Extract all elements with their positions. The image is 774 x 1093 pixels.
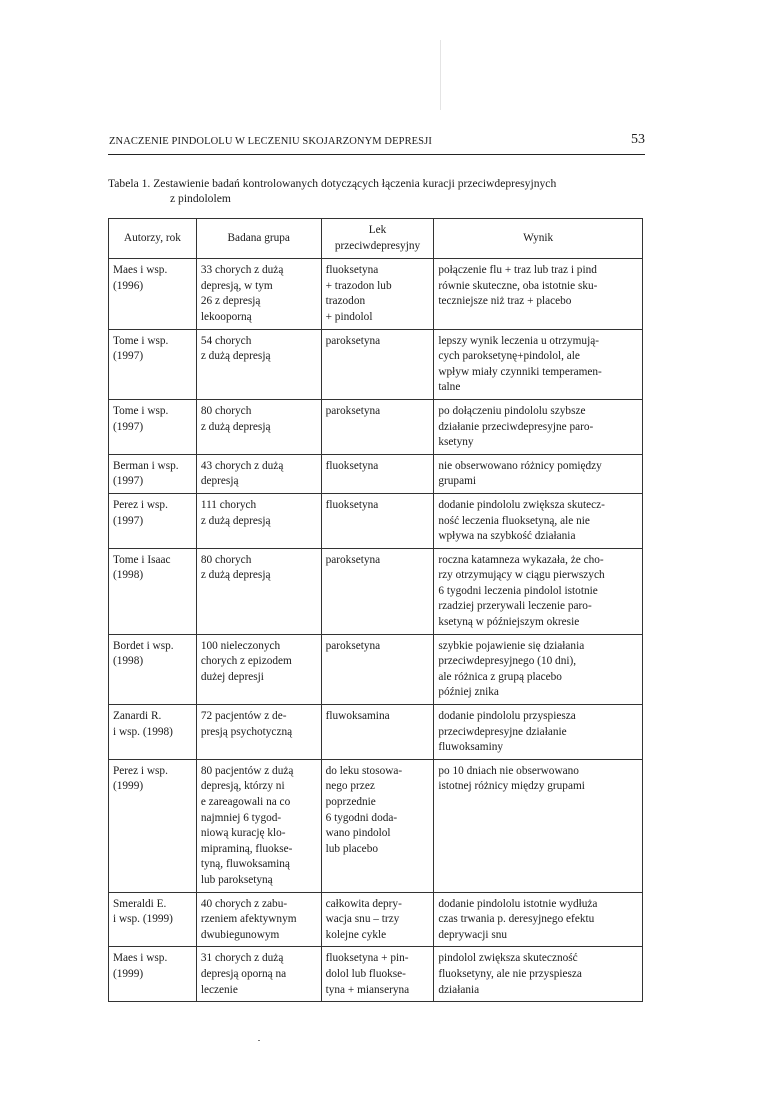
header-drug-line-2: przeciwdepresyjny — [334, 239, 421, 252]
cell-line: lub paroksetyną — [200, 873, 273, 886]
table-caption — [108, 176, 648, 206]
cell-group — [196, 705, 321, 760]
cell-result — [434, 399, 643, 454]
cell-line: deprywacji snu — [438, 928, 508, 941]
cell-drug — [321, 947, 434, 1002]
cell-line: niową kurację klo- — [200, 827, 286, 840]
cell-line: Tome i wsp. — [113, 334, 169, 347]
cell-line: rzeniem afektywnym — [200, 913, 297, 926]
cell-line: z dużą depresją — [200, 420, 271, 433]
cell-line: depresją oporną na — [200, 967, 287, 980]
cell-line: po dołączeniu pindololu szybsze — [438, 404, 586, 417]
cell-line: (1997) — [113, 475, 144, 488]
cell-line: do leku stosowa- — [325, 764, 403, 777]
cell-line: cych paroksetynę+pindolol, ale — [438, 350, 580, 363]
cell-line: depresją, w tym — [200, 279, 273, 292]
cell-line: + pindolol — [325, 310, 373, 323]
running-title: ZNACZENIE PINDOLOLU W LECZENIU SKOJARZONYM DEPRESJI — [109, 136, 432, 147]
cell-authors — [109, 329, 197, 399]
cell-result — [434, 548, 643, 634]
cell-line: ność leczenia fluoksetyną, ale nie — [438, 514, 590, 527]
cell-line: Zanardi R. — [113, 710, 162, 723]
cell-line: trazodon — [325, 295, 366, 308]
cell-line: 100 nieleczonych — [200, 639, 281, 652]
studies-table — [108, 218, 643, 1002]
cell-line: paroksetyna — [325, 334, 381, 347]
running-head — [108, 132, 645, 155]
cell-line: wpływ miały czynniki temperamen- — [438, 365, 602, 378]
cell-line: fluwoksamina — [325, 710, 390, 723]
table-row — [109, 454, 643, 493]
cell-result — [434, 892, 643, 947]
cell-line: fluoksetyna — [325, 459, 379, 472]
cell-drug — [321, 493, 434, 548]
cell-line: dodanie pindololu zwiększa skutecz- — [438, 498, 605, 511]
cell-group — [196, 259, 321, 329]
cell-line: 40 chorych z zabu- — [200, 897, 288, 910]
cell-authors — [109, 705, 197, 760]
table-body — [109, 259, 643, 1002]
cell-line: wano pindolol — [325, 827, 391, 840]
cell-line: chorych z epizodem — [200, 655, 292, 668]
cell-line: poprzednie — [325, 796, 376, 808]
cell-drug — [321, 454, 434, 493]
cell-line: depresją, którzy ni — [200, 780, 285, 793]
cell-result — [434, 947, 643, 1002]
cell-line: 72 pacjentów z de- — [200, 710, 287, 723]
cell-line: (1997) — [113, 350, 144, 363]
cell-result — [434, 634, 643, 704]
cell-line: (1997) — [113, 420, 144, 433]
table-row — [109, 705, 643, 760]
cell-line: rzy otrzymujący w ciągu pierwszych — [438, 569, 605, 582]
cell-drug — [321, 399, 434, 454]
cell-line: szybkie pojawienie się działania — [438, 639, 585, 652]
cell-line: 80 chorych — [200, 404, 252, 417]
cell-line: fluoksetyna — [325, 264, 379, 277]
caption-line-1: Tabela 1. Zestawienie badań kontrolowanych dotyczących łączenia kuracji przeciwdepresyjnych — [108, 177, 557, 190]
cell-line: roczna katamneza wykazała, że cho- — [438, 553, 604, 566]
cell-line: 26 z depresją — [200, 295, 261, 308]
cell-line: (1999) — [113, 967, 144, 980]
cell-line: dwubiegunowym — [200, 928, 280, 941]
cell-line: dużej depresji — [200, 670, 264, 683]
cell-line: i wsp. (1998) — [113, 725, 173, 738]
cell-line: działania — [438, 983, 480, 996]
cell-group — [196, 892, 321, 947]
cell-line: z dużą depresją — [200, 569, 271, 582]
cell-line: 80 pacjentów z dużą — [200, 764, 294, 777]
cell-drug — [321, 892, 434, 947]
cell-line: paroksetyna — [325, 639, 381, 652]
cell-authors — [109, 759, 197, 892]
table-row — [109, 548, 643, 634]
cell-line: (1998) — [113, 655, 144, 668]
cell-authors — [109, 634, 197, 704]
cell-line: z dużą depresją — [200, 514, 271, 527]
cell-line: (1999) — [113, 780, 144, 793]
cell-drug — [321, 329, 434, 399]
cell-line: 6 tygodni doda- — [325, 811, 398, 824]
cell-line: lub placebo — [325, 842, 378, 855]
cell-line: przeciwdepresyjne działanie — [438, 725, 567, 738]
cell-line: tyną, fluwoksaminą — [200, 858, 290, 871]
cell-line: presją psychotyczną — [200, 725, 293, 738]
page-number: 53 — [631, 132, 645, 147]
cell-authors — [109, 259, 197, 329]
cell-line: 43 chorych z dużą — [200, 459, 284, 472]
cell-line: po 10 dniach nie obserwowano — [438, 764, 579, 777]
cell-drug — [321, 634, 434, 704]
cell-group — [196, 548, 321, 634]
cell-line: działanie przeciwdepresyjne paro- — [438, 420, 594, 433]
cell-line: nie obserwowano różnicy pomiędzy — [438, 459, 602, 472]
cell-group — [196, 454, 321, 493]
cell-line: Smeraldi E. — [113, 897, 167, 910]
cell-line: Perez i wsp. — [113, 498, 168, 511]
header-drug-line-1: Lek — [368, 224, 387, 236]
cell-line: czas trwania p. deresyjnego efektu — [438, 913, 595, 926]
cell-line: leczenie — [200, 983, 238, 996]
cell-line: e zareagowali na co — [200, 796, 291, 808]
cell-authors — [109, 454, 197, 493]
caption-line-2: z pindololem — [170, 192, 231, 205]
cell-line: tyna + mianseryna — [325, 983, 410, 996]
stray-mark — [258, 1040, 260, 1041]
cell-line: 33 chorych z dużą — [200, 264, 284, 277]
table-row — [109, 259, 643, 329]
cell-line: istotnej różnicy między grupami — [438, 780, 585, 793]
cell-line: + trazodon lub — [325, 279, 392, 292]
header-group: Badana grupa — [196, 219, 321, 259]
cell-line: ksetyny — [438, 436, 474, 449]
cell-result — [434, 705, 643, 760]
cell-line: fluoksetyny, ale nie przyspiesza — [438, 967, 582, 980]
cell-line: 54 chorych — [200, 334, 252, 347]
cell-authors — [109, 892, 197, 947]
cell-line: później znika — [438, 686, 499, 699]
cell-line: całkowita depry- — [325, 897, 402, 910]
cell-line: najmniej 6 tygod- — [200, 811, 282, 824]
cell-line: mipraminą, fluokse- — [200, 842, 293, 855]
cell-result — [434, 493, 643, 548]
header-drug — [321, 219, 434, 259]
cell-drug — [321, 705, 434, 760]
cell-line: nego przez — [325, 780, 375, 793]
cell-line: dolol lub fluokse- — [325, 967, 406, 980]
cell-line: Perez i wsp. — [113, 764, 168, 777]
table-row — [109, 634, 643, 704]
cell-line: wpływa na szybkość działania — [438, 530, 576, 543]
cell-line: (1997) — [113, 514, 144, 527]
cell-line: Tome i wsp. — [113, 404, 169, 417]
cell-line: lekooporną — [200, 310, 252, 323]
cell-line: dodanie pindololu istotnie wydłuża — [438, 897, 598, 910]
cell-group — [196, 634, 321, 704]
table-row — [109, 892, 643, 947]
table-row — [109, 329, 643, 399]
cell-authors — [109, 399, 197, 454]
cell-authors — [109, 548, 197, 634]
cell-line: kolejne cykle — [325, 928, 387, 941]
table-row — [109, 399, 643, 454]
cell-line: dodanie pindololu przyspiesza — [438, 710, 576, 723]
cell-line: 6 tygodni leczenia pindolol istotnie — [438, 584, 598, 597]
cell-group — [196, 399, 321, 454]
header-result: Wynik — [434, 219, 643, 259]
cell-line: Maes i wsp. — [113, 264, 168, 277]
cell-line: pindolol zwiększa skuteczność — [438, 952, 578, 965]
header-authors: Autorzy, rok — [109, 219, 197, 259]
cell-result — [434, 329, 643, 399]
cell-group — [196, 759, 321, 892]
cell-line: talne — [438, 381, 461, 394]
cell-result — [434, 259, 643, 329]
cell-line: paroksetyna — [325, 553, 381, 566]
cell-group — [196, 947, 321, 1002]
cell-line: ksetyną w późniejszym okresie — [438, 616, 580, 629]
cell-authors — [109, 947, 197, 1002]
table-row — [109, 947, 643, 1002]
cell-line: (1996) — [113, 279, 144, 292]
cell-drug — [321, 759, 434, 892]
cell-line: lepszy wynik leczenia u otrzymują- — [438, 334, 599, 347]
cell-line: ale różnica z grupą placebo — [438, 670, 562, 683]
scan-artifact-line — [440, 40, 441, 110]
cell-line: paroksetyna — [325, 404, 381, 417]
cell-line: rzadziej przerywali leczenie paro- — [438, 600, 592, 613]
cell-line: równie skuteczne, oba istotnie sku- — [438, 279, 598, 292]
cell-line: i wsp. (1999) — [113, 913, 173, 926]
table-row — [109, 493, 643, 548]
cell-line: 31 chorych z dużą — [200, 952, 284, 965]
cell-line: (1998) — [113, 569, 144, 582]
cell-line: przeciwdepresyjnego (10 dni), — [438, 655, 577, 668]
cell-result — [434, 454, 643, 493]
table-header-row — [109, 219, 643, 259]
cell-drug — [321, 259, 434, 329]
cell-group — [196, 493, 321, 548]
cell-line: wacja snu – trzy — [325, 913, 400, 926]
cell-line: grupami — [438, 475, 477, 488]
table-row — [109, 759, 643, 892]
cell-line: z dużą depresją — [200, 350, 271, 363]
cell-line: depresją — [200, 475, 239, 488]
cell-line: fluoksetyna + pin- — [325, 952, 409, 965]
cell-line: Bordet i wsp. — [113, 639, 174, 652]
cell-line: połączenie flu + traz lub traz i pind — [438, 264, 597, 277]
cell-authors — [109, 493, 197, 548]
cell-line: fluoksetyna — [325, 498, 379, 511]
cell-drug — [321, 548, 434, 634]
cell-line: 80 chorych — [200, 553, 252, 566]
cell-group — [196, 329, 321, 399]
cell-line: fluwoksaminy — [438, 741, 504, 754]
cell-result — [434, 759, 643, 892]
cell-line: Tome i Isaac — [113, 553, 171, 566]
cell-line: Maes i wsp. — [113, 952, 168, 965]
cell-line: Berman i wsp. — [113, 459, 179, 472]
cell-line: teczniejsze niż traz + placebo — [438, 295, 572, 308]
cell-line: 111 chorych — [200, 498, 257, 511]
